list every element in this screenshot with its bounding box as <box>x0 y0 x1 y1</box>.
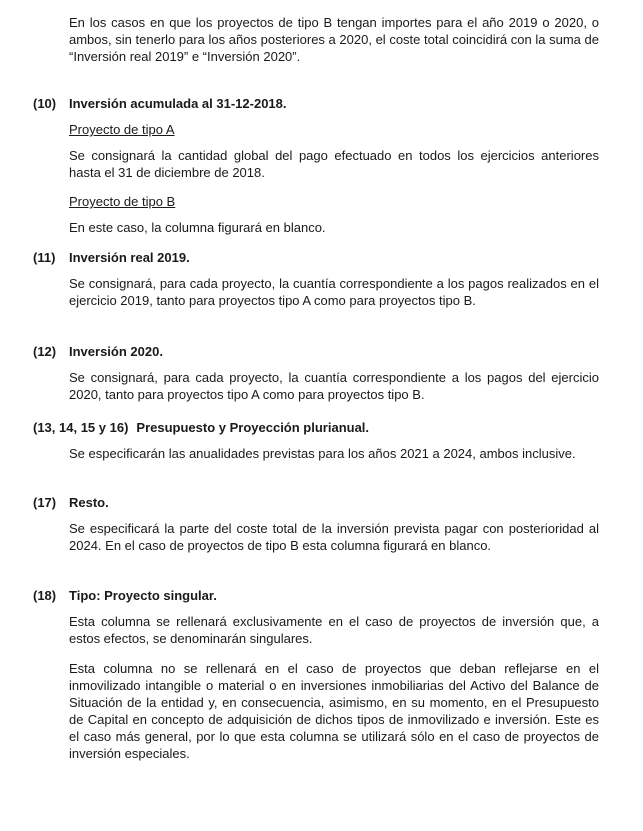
section-12-title: Inversión 2020. <box>69 344 163 359</box>
section-13-number: (13, 14, 15 y 16) <box>33 420 129 435</box>
section-11-heading <box>33 249 190 266</box>
section-10-text-a: Se consignará la cantidad global del pago efectuado en todos los ejercicios anteriores hasta el 31 de diciembre de 2018. <box>69 148 599 180</box>
section-10-number: (10) <box>33 96 57 111</box>
section-17-heading <box>33 494 109 511</box>
section-18-number: (18) <box>33 588 57 603</box>
section-11-number: (11) <box>33 250 56 265</box>
section-18-text-2: Esta columna no se rellenará en el caso de proyectos que deban reflejarse en el inmovilizado intangible o material o en inversiones inmobiliarias del Activo del Balance de Situación de la entidad y, en consecuencia, asimismo, en su momento, en el Presupuesto de Capital en concepto de adquisición de dichos tipos de inmovilizado e inversión. Este es el caso más general, por lo que esta columna se utilizará sólo en el caso de proyectos de inversión especiales. <box>69 661 599 761</box>
section-12-number: (12) <box>33 344 57 359</box>
section-12-text: Se consignará, para cada proyecto, la cuantía correspondiente a los pagos del ejercicio 2020, tanto para proyectos tipo A como para proyectos tipo B. <box>69 370 599 402</box>
section-17-number: (17) <box>33 495 57 510</box>
section-18-heading <box>33 587 217 604</box>
section-10-subheading-b: Proyecto de tipo B <box>69 194 176 209</box>
section-10-text-b: En este caso, la columna figurará en blanco. <box>69 220 326 235</box>
section-11-title: Inversión real 2019. <box>69 250 190 265</box>
section-13-heading <box>33 419 369 436</box>
section-17-title: Resto. <box>69 495 109 510</box>
intro-paragraph: En los casos en que los proyectos de tipo B tengan importes para el año 2019 o 2020, o ambos, sin tenerlo para los años posteriores a 2020, el coste total coincidirá con la suma de “Inversión real 2019” e “Inversión 2020”. <box>69 15 599 64</box>
section-18-text-1: Esta columna se rellenará exclusivamente en el caso de proyectos de inversión que, a estos efectos, se denominarán singulares. <box>69 614 599 646</box>
section-18-title: Tipo: Proyecto singular. <box>69 588 217 603</box>
section-17-text: Se especificará la parte del coste total de la inversión prevista pagar con posterioridad al 2024. En el caso de proyectos de tipo B esta columna figurará en blanco. <box>69 521 599 553</box>
section-11-text: Se consignará, para cada proyecto, la cuantía correspondiente a los pagos realizados en el ejercicio 2019, tanto para proyectos tipo A como para proyectos tipo B. <box>69 276 599 308</box>
section-13-text: Se especificarán las anualidades previstas para los años 2021 a 2024, ambos inclusive. <box>69 446 576 461</box>
section-10-subheading-a: Proyecto de tipo A <box>69 122 175 137</box>
section-12-heading <box>33 343 163 360</box>
section-13-title: Presupuesto y Proyección plurianual. <box>136 420 370 435</box>
section-10-title: Inversión acumulada al 31-12-2018. <box>69 96 287 111</box>
section-10-heading <box>33 95 287 112</box>
